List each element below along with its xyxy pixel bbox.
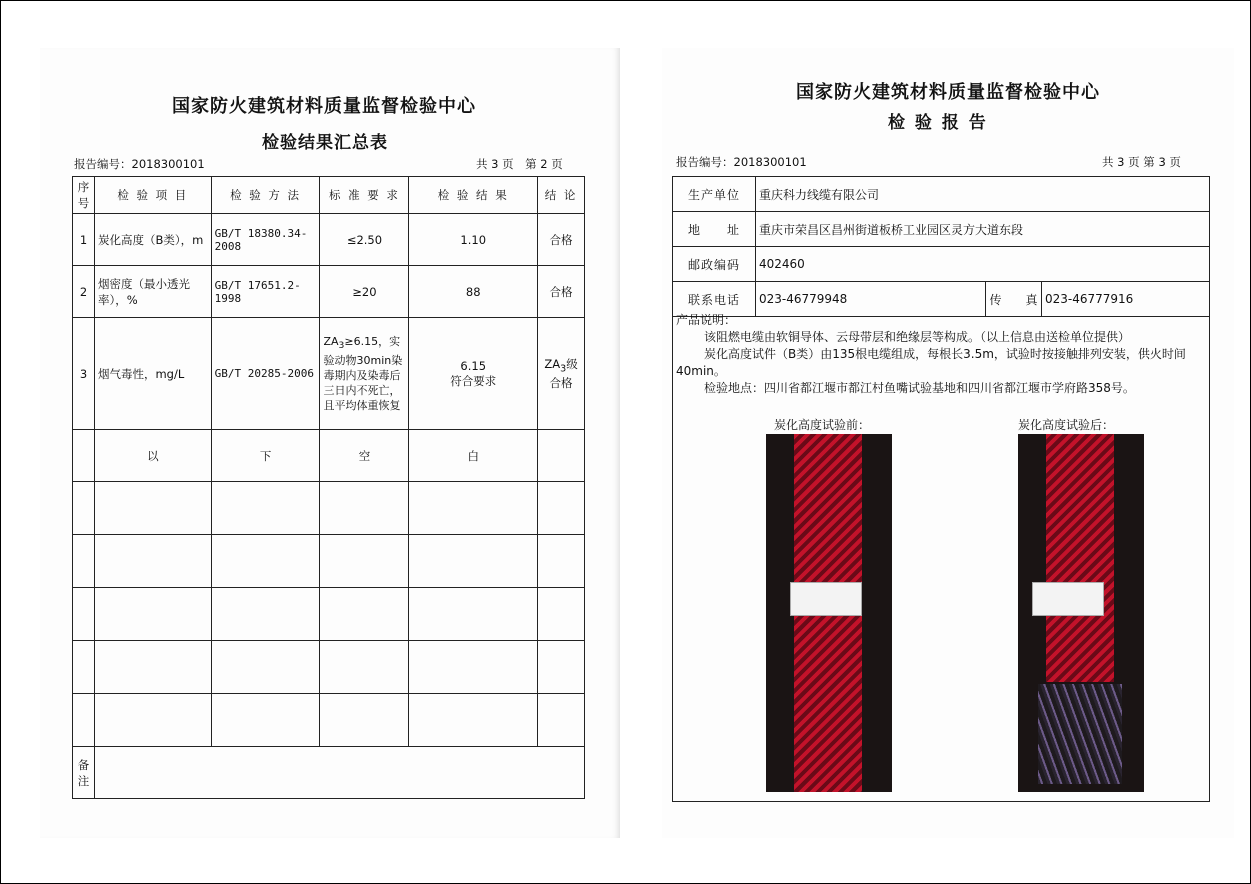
row-method: GB/T 20285-2006: [211, 318, 320, 430]
phone-label: 联系电话: [673, 282, 756, 317]
row-method: GB/T 17651.2-1998: [211, 266, 320, 318]
blank-marker: 空: [320, 430, 409, 482]
row-conclusion: 合格: [538, 266, 585, 318]
page-info: 共 3 页 第 3 页: [1102, 155, 1181, 169]
product-description: [676, 312, 1206, 397]
sample-tag: [790, 582, 862, 616]
blank-marker: 白: [409, 430, 538, 482]
center-title: 国家防火建筑材料质量监督检验中心: [172, 96, 476, 117]
col-header-conclusion: 结 论: [538, 177, 585, 214]
phone-value: 023-46779948: [756, 282, 986, 317]
page-info: 共 3 页 第 2 页: [476, 157, 563, 171]
row-conclusion: [538, 318, 585, 430]
grade-subscript: 3: [560, 363, 567, 375]
producer-value: 重庆科力线缆有限公司: [756, 177, 1210, 212]
empty-row: [73, 641, 585, 694]
postcode-value: 402460: [756, 247, 1210, 282]
blank-marker: 以: [94, 430, 211, 482]
remark-label: 备注: [73, 747, 95, 799]
address-label: 地 址: [673, 212, 756, 247]
info-row: [673, 177, 1210, 212]
row-requirement: [320, 318, 409, 430]
description-line: 检验地点：四川省都江堰市都江村鱼嘴试验基地和四川省都江堰市学府路358号。: [704, 381, 1135, 395]
photo-after-test: [1018, 434, 1144, 792]
postcode-label: 邮政编码: [673, 247, 756, 282]
empty-row: [73, 588, 585, 641]
sample-tag: [1032, 582, 1104, 616]
col-header-item: 检 验 项 目: [94, 177, 211, 214]
summary-table: [72, 176, 585, 799]
row-number: 2: [73, 266, 95, 318]
row-item: 炭化高度（B类），m: [94, 214, 211, 266]
cable-bundle-after: [1046, 434, 1114, 682]
blank-marker: 下: [211, 430, 320, 482]
photo-after-caption: 炭化高度试验后：: [1018, 418, 1115, 432]
col-header-requirement: 标 准 要 求: [320, 177, 409, 214]
col-header-method: 检 验 方 法: [211, 177, 320, 214]
description-line: 该阻燃电缆由软铜导体、云母带层和绝缘层等构成。（以上信息由送检单位提供）: [704, 330, 1131, 344]
table-header-row: [73, 177, 585, 214]
empty-row: [73, 694, 585, 747]
center-title: 国家防火建筑材料质量监督检验中心: [796, 82, 1100, 103]
row-number: 3: [73, 318, 95, 430]
col-header-no: 序号: [73, 177, 95, 214]
producer-info-table: [672, 176, 1210, 317]
row-requirement: ≤2.50: [320, 214, 409, 266]
conclusion-text: 合格: [549, 375, 573, 390]
report-number: 报告编号：2018300101: [74, 157, 205, 171]
row-method: GB/T 18380.34-2008: [211, 214, 320, 266]
summary-title: 检验结果汇总表: [262, 133, 388, 153]
row-requirement: ≥20: [320, 266, 409, 318]
table-row: [73, 318, 585, 430]
row-item: 烟密度（最小透光率），%: [94, 266, 211, 318]
row-conclusion: 合格: [538, 214, 585, 266]
blank-row: [73, 430, 585, 482]
empty-row: [73, 482, 585, 535]
grade-prefix: ZA: [544, 357, 561, 372]
col-header-result: 检 验 结 果: [409, 177, 538, 214]
report-title: 检 验 报 告: [888, 113, 988, 133]
conclusion-grade: [541, 356, 581, 374]
info-row: [673, 212, 1210, 247]
description-title: 产品说明：: [676, 313, 737, 327]
photo-before-caption: 炭化高度试验前：: [774, 418, 871, 432]
summary-page: [40, 48, 620, 838]
info-row: [673, 247, 1210, 282]
req-subscript: 3: [338, 340, 345, 352]
grade-suffix: 级: [566, 357, 578, 372]
description-line: 炭化高度试件（B类）由135根电缆组成，每根长3.5m，试验时按接触排列安装，供火时间40min。: [676, 347, 1186, 378]
address-value: 重庆市荣昌区昌州街道板桥工业园区灵方大道东段: [756, 212, 1210, 247]
empty-row: [73, 535, 585, 588]
report-number: 报告编号：2018300101: [676, 155, 807, 169]
result-value: 6.15: [460, 358, 487, 373]
row-result: 88: [409, 266, 538, 318]
fax-label: 传 真: [986, 282, 1042, 317]
result-note: 符合要求: [450, 373, 497, 388]
req-text: ≥6.15，实验动物30min染毒期内及染毒后三日内不死亡，且平均体重恢复: [323, 334, 403, 413]
req-prefix: ZA: [323, 334, 339, 348]
row-number: 1: [73, 214, 95, 266]
table-row: [73, 214, 585, 266]
table-row: [73, 266, 585, 318]
report-page: [662, 48, 1234, 838]
photo-before-test: [766, 434, 892, 792]
row-result: 1.10: [409, 214, 538, 266]
row-result: [409, 318, 538, 430]
charred-section: [1038, 684, 1122, 784]
producer-label: 生产单位: [673, 177, 756, 212]
row-item: 烟气毒性，mg/L: [94, 318, 211, 430]
fax-value: 023-46777916: [1042, 282, 1210, 317]
remark-content: [94, 747, 584, 799]
remark-row: [73, 747, 585, 799]
